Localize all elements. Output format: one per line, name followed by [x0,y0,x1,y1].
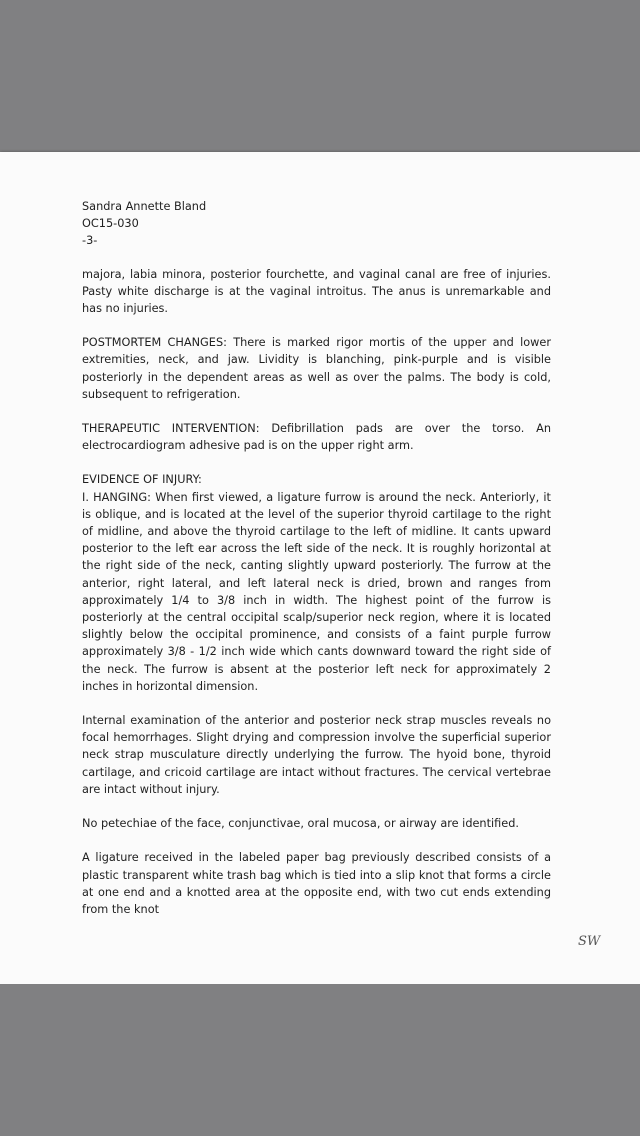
handwritten-initials: SW [578,934,601,949]
paragraph-therapeutic-intervention: THERAPEUTIC INTERVENTION: Defibrillation pads are over the torso. An electrocardiogram adhesive pad is on the upper right arm. [82,422,551,453]
page-content [82,198,551,918]
viewer-bottom-area [0,984,640,1136]
page-number: -3- [82,234,98,248]
paragraph-hanging: I. HANGING: When first viewed, a ligature furrow is around the neck. Anteriorly, it is oblique, and is located at the level of the superior thyroid cartilage to the right of midline, and above the thyroid cartilage to the left of midline. It cants upward posterior to the left ear across the left side of the neck. It is roughly horizontal at the right side of the neck, canting slightly upward posteriorly. The furrow at the anterior, right lateral, and left lateral neck is dried, brown and ranges from approximately 1/4 to 3/8 inch in width. The highest point of the furrow is posteriorly at the central occipital scalp/superior neck region, where it is located slightly below the occipital prominence, and consists of a faint purple furrow approximately 3/8 - 1/2 inch wide which cants downward toward the right side of the neck. The furrow is absent at the posterior left neck for approximately 2 inches in horizontal dimension. [82,490,551,693]
evidence-of-injury-heading: EVIDENCE OF INJURY: [82,473,202,487]
decedent-name: Sandra Annette Bland [82,200,207,213]
document-page [0,152,640,984]
paragraph-ligature: A ligature received in the labeled paper bag previously described consists of a plastic transparent white trash bag which is tied into a slip knot that forms a circle at one end and a knotted area at the opposite end, with two cut ends extending from the knot [82,851,551,916]
case-number: OC15-030 [82,217,139,231]
paragraph-postmortem-changes: POSTMORTEM CHANGES: There is marked rigor mortis of the upper and lower extremities, neck, and jaw. Lividity is blanching, pink-purple and is visible posteriorly in the dependent areas as well as over the palms. The body is cold, subsequent to refrigeration. [82,336,551,401]
paragraph-genital-exam: majora, labia minora, posterior fourchette, and vaginal canal are free of injuries. Pasty white discharge is at the vaginal introitus. The anus is unremarkable and has no injuries. [82,267,551,316]
paragraph-neck-internal-exam: Internal examination of the anterior and posterior neck strap muscles reveals no focal hemorrhages. Slight drying and compression involve the superficial superior neck strap musculature directly underlying the furrow. The hyoid bone, thyroid cartilage, and cricoid cartilage are intact without fractures. The cervical vertebrae are intact without injury. [82,714,551,796]
paragraph-petechiae: No petechiae of the face, conjunctivae, oral mucosa, or airway are identified. [82,817,519,831]
viewer-top-area [0,0,640,152]
